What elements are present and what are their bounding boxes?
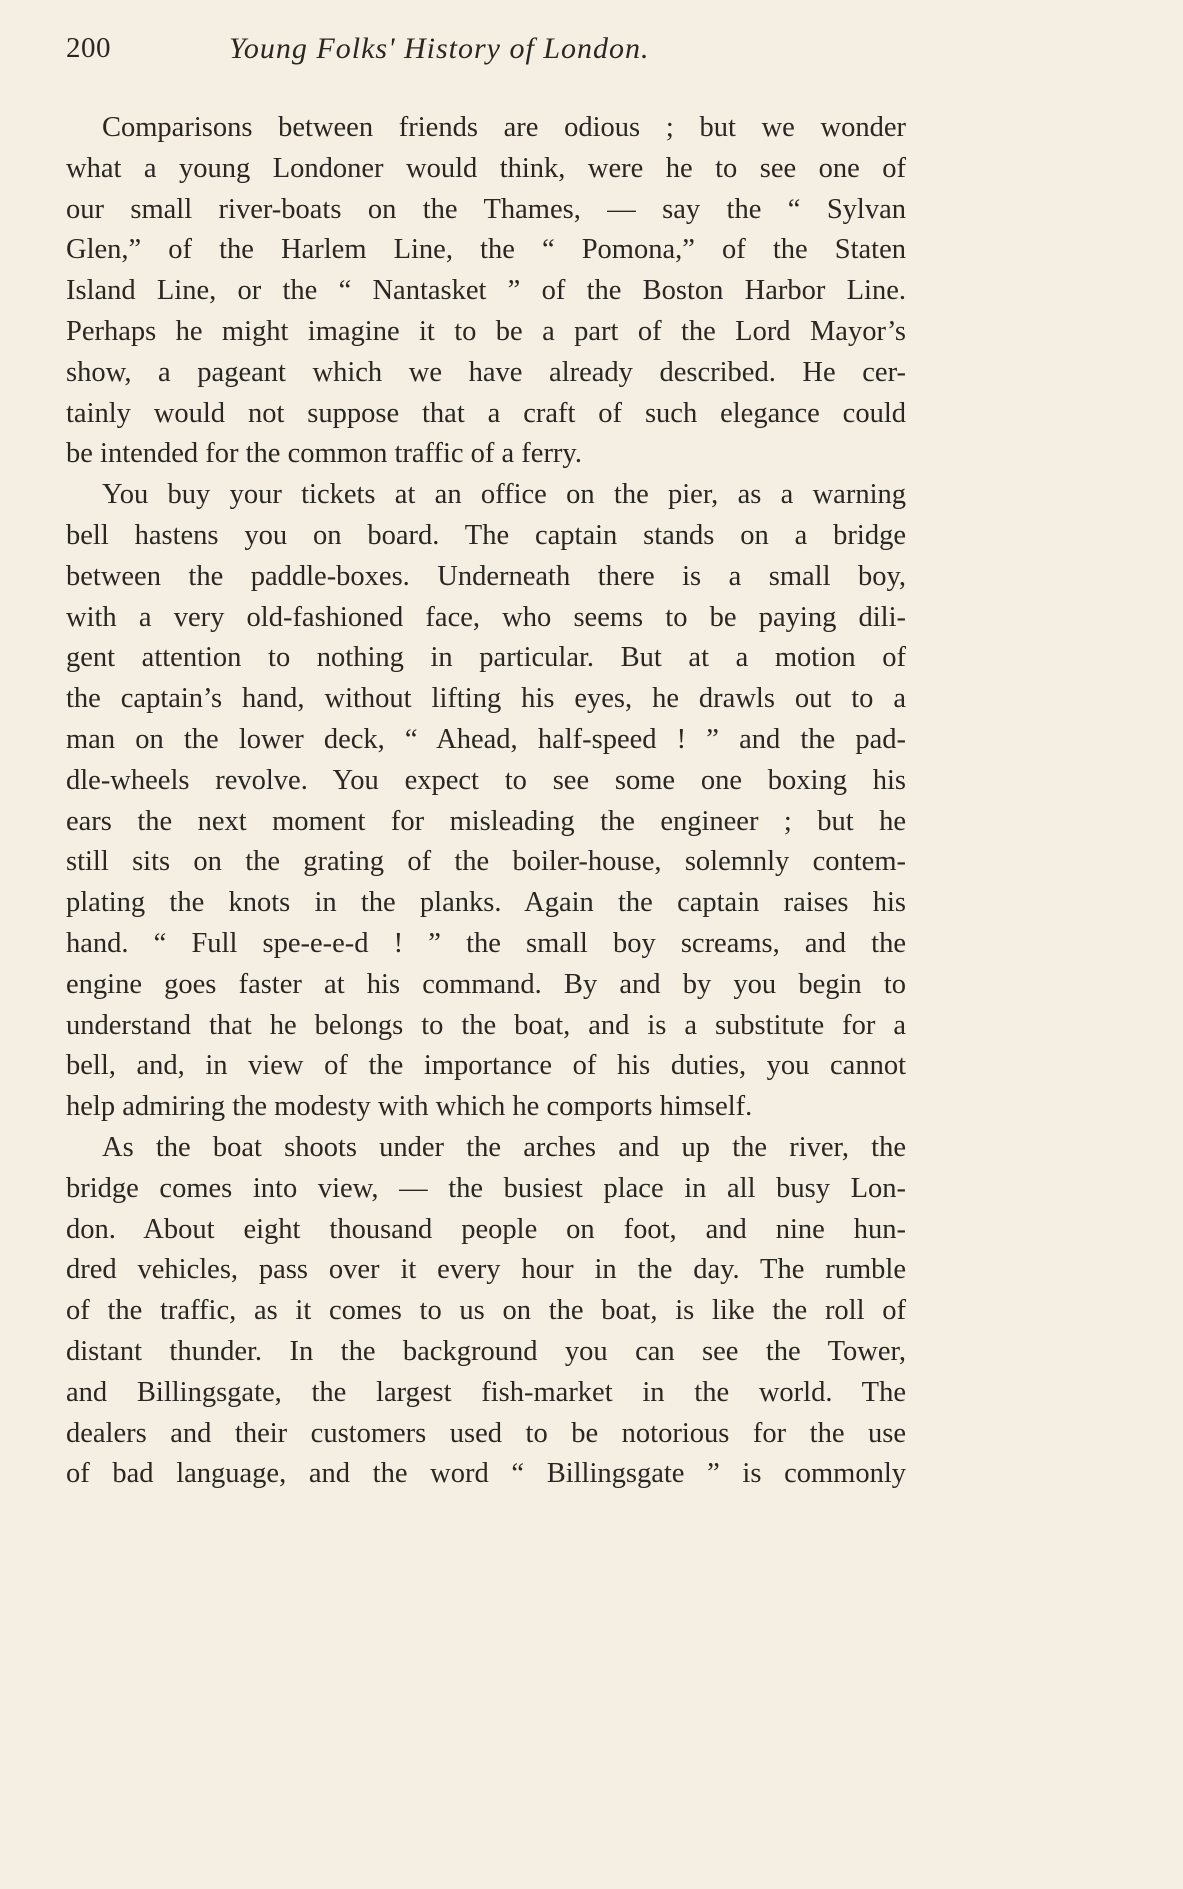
text-line: help admiring the modesty with which he comports himself. — [66, 1091, 753, 1123]
text-line: hand. “ Full spe-e-e-d ! ” the small boy screams, and the — [66, 927, 906, 959]
text-line: Comparisons between friends are odious ; but we wonder — [102, 112, 906, 143]
text-line: tainly would not suppose that a craft of such elegance could — [66, 397, 906, 429]
page-number: 200 — [66, 32, 111, 64]
text-line: distant thunder. In the background you can see the Tower, — [66, 1335, 906, 1367]
text-line: of bad language, and the word “ Billingsgate ” is commonly — [66, 1458, 906, 1490]
text-line: still sits on the grating of the boiler-house, solemnly contem- — [66, 846, 906, 878]
text-line: You buy your tickets at an office on the pier, as a warning — [102, 479, 906, 511]
text-line: ears the next moment for misleading the engineer ; but he — [66, 805, 906, 837]
text-line: engine goes faster at his command. By and by you begin to — [66, 968, 906, 1000]
text-line: bridge comes into view, — the busiest place in all busy Lon- — [66, 1172, 906, 1204]
text-line: dle-wheels revolve. You expect to see some one boxing his — [66, 764, 906, 796]
text-line: between the paddle-boxes. Underneath there is a small boy, — [66, 560, 906, 592]
text-line: man on the lower deck, “ Ahead, half-speed ! ” and the pad- — [66, 723, 906, 755]
running-head — [66, 32, 906, 72]
text-line: Perhaps he might imagine it to be a part of the Lord Mayor’s — [66, 315, 906, 347]
text-line: gent attention to nothing in particular. But at a motion of — [66, 642, 906, 674]
text-line: bell hastens you on board. The captain stands on a bridge — [66, 519, 906, 551]
text-line: the captain’s hand, without lifting his eyes, he drawls out to a — [66, 683, 906, 715]
body-text — [66, 108, 906, 1495]
text-line: our small river-boats on the Thames, — say the “ Sylvan — [66, 193, 906, 225]
text-line: and Billingsgate, the largest fish-market in the world. The — [66, 1376, 906, 1408]
text-line: don. About eight thousand people on foot, and nine hun- — [66, 1213, 906, 1245]
text-line: dealers and their customers used to be notorious for the use — [66, 1417, 906, 1449]
text-line: Glen,” of the Harlem Line, the “ Pomona,” of the Staten — [66, 234, 906, 266]
text-line: show, a pageant which we have already described. He cer- — [66, 356, 906, 388]
text-line: with a very old-fashioned face, who seems to be paying dili- — [66, 601, 906, 633]
running-title: Young Folks' History of London. — [229, 32, 650, 65]
text-line: plating the knots in the planks. Again the captain raises his — [66, 887, 906, 919]
text-line: Island Line, or the “ Nantasket ” of the Boston Harbor Line. — [66, 275, 906, 307]
text-line: of the traffic, as it comes to us on the boat, is like the roll of — [66, 1295, 906, 1327]
text-line: bell, and, in view of the importance of his duties, you cannot — [66, 1050, 906, 1082]
text-line: be intended for the common traffic of a ferry. — [66, 438, 582, 470]
text-line: dred vehicles, pass over it every hour in the day. The rumble — [66, 1254, 906, 1286]
text-line: what a young Londoner would think, were he to see one of — [66, 152, 906, 184]
text-line: As the boat shoots under the arches and up the river, the — [102, 1131, 906, 1163]
text-line: understand that he belongs to the boat, and is a substitute for a — [66, 1009, 906, 1041]
